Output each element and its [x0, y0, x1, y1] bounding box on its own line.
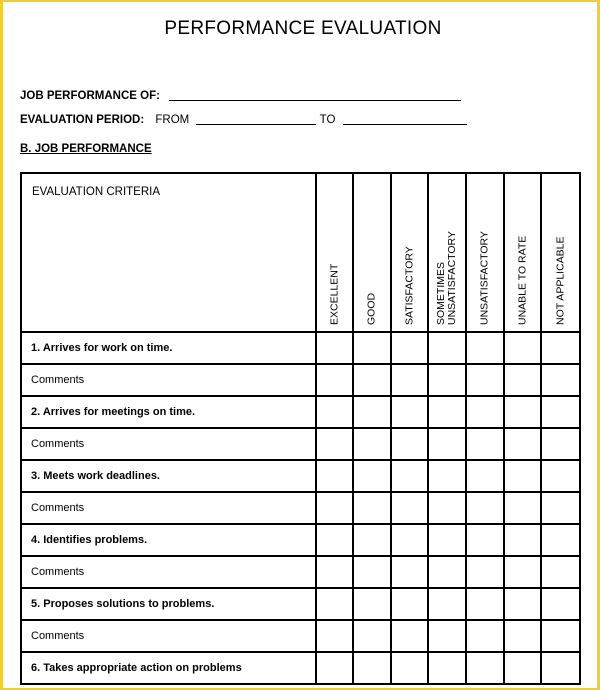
rating-cell-unable-to-rate[interactable] [504, 652, 541, 684]
comments-cell[interactable] [353, 556, 391, 588]
comments-cell[interactable] [316, 492, 353, 524]
comments-cell[interactable] [353, 492, 391, 524]
rating-cell-satisfactory[interactable] [391, 588, 428, 620]
criteria-header: EVALUATION CRITERIA [21, 173, 316, 332]
comments-field[interactable]: Comments [21, 364, 316, 396]
comments-cell[interactable] [428, 620, 466, 652]
comments-cell[interactable] [541, 428, 580, 460]
evaluation-form-page [3, 2, 597, 688]
rating-cell-satisfactory[interactable] [391, 460, 428, 492]
rating-header-excellent: EXCELLENT [316, 173, 353, 332]
criterion-label: 4. Identifies problems. [21, 524, 316, 556]
comments-row [21, 364, 580, 396]
rating-cell-unsatisfactory[interactable] [466, 396, 504, 428]
rating-cell-sometimes-unsatisfactory[interactable] [428, 652, 466, 684]
rating-cell-sometimes-unsatisfactory[interactable] [428, 396, 466, 428]
comments-cell[interactable] [428, 364, 466, 396]
comments-cell[interactable] [504, 492, 541, 524]
period-from-blank[interactable] [196, 112, 316, 125]
criterion-label: 3. Meets work deadlines. [21, 460, 316, 492]
rating-cell-not-applicable[interactable] [541, 332, 580, 364]
comments-field[interactable]: Comments [21, 556, 316, 588]
rating-cell-unsatisfactory[interactable] [466, 524, 504, 556]
rating-header-unable-to-rate: UNABLE TO RATE [504, 173, 541, 332]
comments-cell[interactable] [466, 364, 504, 396]
comments-cell[interactable] [391, 556, 428, 588]
comments-cell[interactable] [391, 364, 428, 396]
rating-cell-unsatisfactory[interactable] [466, 652, 504, 684]
comments-cell[interactable] [353, 364, 391, 396]
comments-cell[interactable] [316, 556, 353, 588]
criterion-label: 5. Proposes solutions to problems. [21, 588, 316, 620]
rating-cell-sometimes-unsatisfactory[interactable] [428, 460, 466, 492]
rating-cell-not-applicable[interactable] [541, 396, 580, 428]
comments-cell[interactable] [316, 364, 353, 396]
comments-cell[interactable] [316, 620, 353, 652]
comments-cell[interactable] [504, 620, 541, 652]
section-heading: B. JOB PERFORMANCE [20, 143, 152, 155]
comments-cell[interactable] [428, 556, 466, 588]
criterion-label: 1. Arrives for work on time. [21, 332, 316, 364]
rating-cell-good[interactable] [353, 588, 391, 620]
job-performance-of-field [20, 88, 461, 104]
rating-cell-excellent[interactable] [316, 588, 353, 620]
rating-cell-sometimes-unsatisfactory[interactable] [428, 588, 466, 620]
rating-cell-not-applicable[interactable] [541, 652, 580, 684]
rating-cell-excellent[interactable] [316, 652, 353, 684]
comments-row [21, 556, 580, 588]
rating-cell-unsatisfactory[interactable] [466, 332, 504, 364]
comments-row [21, 428, 580, 460]
rating-cell-good[interactable] [353, 332, 391, 364]
criterion-label: 6. Takes appropriate action on problems [21, 652, 316, 684]
evaluation-table [20, 172, 581, 685]
rating-cell-unsatisfactory[interactable] [466, 588, 504, 620]
comments-cell[interactable] [504, 556, 541, 588]
rating-cell-excellent[interactable] [316, 396, 353, 428]
rating-cell-good[interactable] [353, 396, 391, 428]
rating-cell-good[interactable] [353, 652, 391, 684]
rating-cell-satisfactory[interactable] [391, 524, 428, 556]
criterion-row [21, 588, 580, 620]
comments-cell[interactable] [391, 492, 428, 524]
criterion-row [21, 396, 580, 428]
from-label: FROM [155, 114, 190, 126]
criterion-row [21, 524, 580, 556]
rating-cell-not-applicable[interactable] [541, 460, 580, 492]
comments-row [21, 492, 580, 524]
criterion-row [21, 332, 580, 364]
comments-field[interactable]: Comments [21, 428, 316, 460]
rating-cell-good[interactable] [353, 524, 391, 556]
table-header-row [21, 173, 580, 332]
rating-header-unsatisfactory: UNSATISFACTORY [466, 173, 504, 332]
rating-cell-satisfactory[interactable] [391, 332, 428, 364]
rating-cell-sometimes-unsatisfactory[interactable] [428, 332, 466, 364]
comments-cell[interactable] [541, 492, 580, 524]
comments-cell[interactable] [504, 428, 541, 460]
rating-cell-sometimes-unsatisfactory[interactable] [428, 524, 466, 556]
comments-cell[interactable] [391, 620, 428, 652]
rating-cell-unsatisfactory[interactable] [466, 460, 504, 492]
comments-cell[interactable] [353, 620, 391, 652]
comments-cell[interactable] [466, 620, 504, 652]
comments-cell[interactable] [466, 556, 504, 588]
criterion-label: 2. Arrives for meetings on time. [21, 396, 316, 428]
rating-cell-excellent[interactable] [316, 332, 353, 364]
comments-cell[interactable] [541, 556, 580, 588]
rating-cell-unable-to-rate[interactable] [504, 396, 541, 428]
period-to-blank[interactable] [343, 112, 467, 125]
comments-cell[interactable] [428, 492, 466, 524]
rating-cell-unable-to-rate[interactable] [504, 460, 541, 492]
rating-cell-not-applicable[interactable] [541, 524, 580, 556]
comments-cell[interactable] [428, 428, 466, 460]
rating-cell-unable-to-rate[interactable] [504, 332, 541, 364]
rating-cell-unable-to-rate[interactable] [504, 588, 541, 620]
comments-cell[interactable] [466, 492, 504, 524]
comments-cell[interactable] [466, 428, 504, 460]
job-performance-of-label: JOB PERFORMANCE OF: [20, 90, 160, 102]
rating-header-satisfactory: SATISFACTORY [391, 173, 428, 332]
comments-cell[interactable] [541, 620, 580, 652]
rating-header-good: GOOD [353, 173, 391, 332]
comments-cell[interactable] [504, 364, 541, 396]
form-title: PERFORMANCE EVALUATION [164, 18, 442, 39]
to-label: TO [319, 114, 336, 126]
rating-cell-excellent[interactable] [316, 524, 353, 556]
rating-header-sometimes-unsatisfactory: SOMETIMES UNSATISFACTORY [428, 173, 466, 332]
rating-cell-not-applicable[interactable] [541, 588, 580, 620]
comments-cell[interactable] [541, 364, 580, 396]
comments-cell[interactable] [353, 428, 391, 460]
rating-cell-good[interactable] [353, 460, 391, 492]
employee-name-blank[interactable] [169, 88, 461, 101]
evaluation-period-label: EVALUATION PERIOD: [20, 114, 145, 126]
rating-header-not-applicable: NOT APPLICABLE [541, 173, 580, 332]
rating-cell-satisfactory[interactable] [391, 396, 428, 428]
comments-cell[interactable] [391, 428, 428, 460]
rating-cell-satisfactory[interactable] [391, 652, 428, 684]
criterion-row [21, 460, 580, 492]
criterion-row [21, 652, 580, 684]
comments-field[interactable]: Comments [21, 620, 316, 652]
comments-cell[interactable] [316, 428, 353, 460]
evaluation-period-field [20, 112, 467, 128]
rating-cell-unable-to-rate[interactable] [504, 524, 541, 556]
comments-row [21, 620, 580, 652]
comments-field[interactable]: Comments [21, 492, 316, 524]
rating-cell-excellent[interactable] [316, 460, 353, 492]
